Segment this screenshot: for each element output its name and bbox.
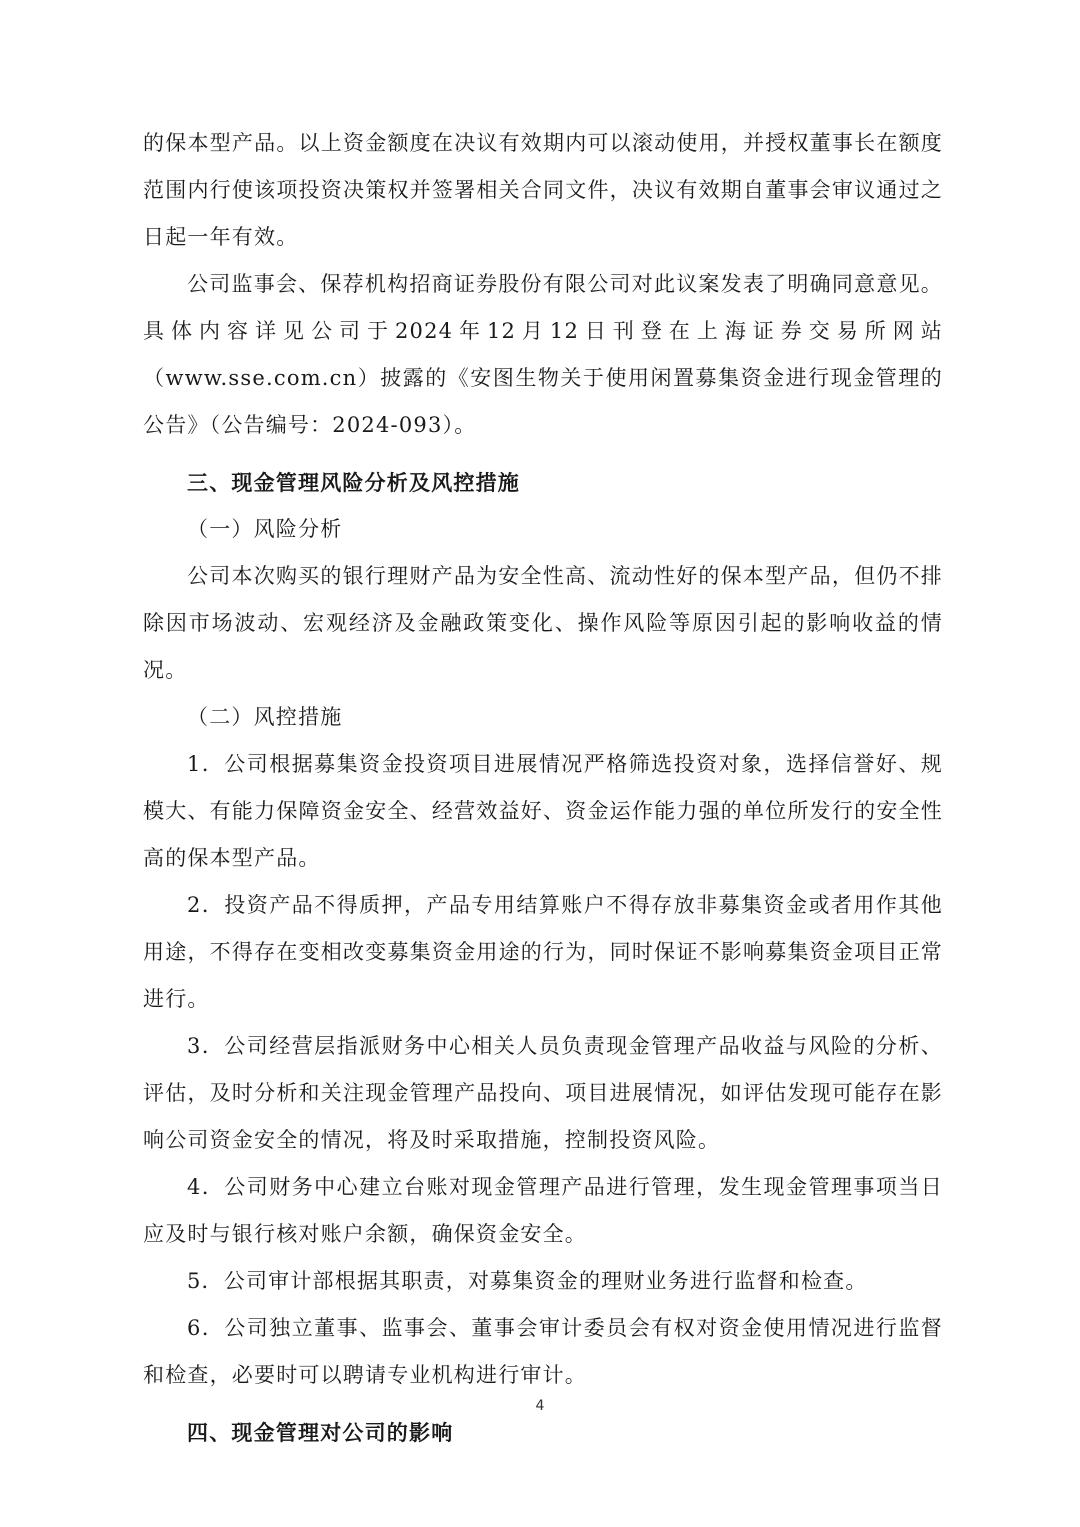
list-item-risk-control-3: 3．公司经营层指派财务中心相关人员负责现金管理产品收益与风险的分析、评估，及时分析和关注现金管理产品投向、项目进展情况，如评估发现可能存在影响公司资金安全的情况，将及时采取措施，控制投资风险。	[143, 1034, 943, 1152]
list-item-risk-control-1: 1．公司根据募集资金投资项目进展情况严格筛选投资对象，选择信誉好、规模大、有能力保障资金安全、经营效益好、资金运作能力强的单位所发行的安全性高的保本型产品。	[143, 752, 943, 870]
page-number: 4	[535, 1398, 545, 1414]
paragraph-continuation: 的保本型产品。以上资金额度在决议有效期内可以滚动使用，并授权董事长在额度范围内行使该项投资决策权并签署相关合同文件，决议有效期自董事会审议通过之日起一年有效。	[143, 131, 943, 249]
paragraph-supervisory-opinion: 公司监事会、保荐机构招商证券股份有限公司对此议案发表了明确同意意见。具体内容详见公司于2024年12月12日刊登在上海证券交易所网站（www.sse.com.cn）披露的《安图生物关于使用闲置募集资金进行现金管理的公告》（公告编号：2024-093）。	[143, 272, 943, 437]
list-item-risk-control-6: 6．公司独立董事、监事会、董事会审计委员会有权对资金使用情况进行监督和检查，必要时可以聘请专业机构进行审计。	[143, 1316, 943, 1387]
document-body	[143, 120, 943, 1456]
list-item-risk-control-2: 2．投资产品不得质押，产品专用结算账户不得存放非募集资金或者用作其他用途，不得存在变相改变募集资金用途的行为，同时保证不影响募集资金项目正常进行。	[143, 893, 943, 1011]
subsection-title-risk-analysis: （一）风险分析	[187, 517, 343, 541]
section-heading-risk-analysis: 三、现金管理风险分析及风控措施	[187, 470, 520, 495]
list-item-risk-control-4: 4．公司财务中心建立台账对现金管理产品进行管理，发生现金管理事项当日应及时与银行核对账户余额，确保资金安全。	[143, 1175, 943, 1246]
paragraph-risk-analysis: 公司本次购买的银行理财产品为安全性高、流动性好的保本型产品，但仍不排除因市场波动、宏观经济及金融政策变化、操作风险等原因引起的影响收益的情况。	[143, 564, 943, 682]
section-heading-impact: 四、现金管理对公司的影响	[187, 1420, 454, 1445]
subsection-title-risk-control: （二）风控措施	[187, 705, 343, 729]
list-item-risk-control-5: 5．公司审计部根据其职责，对募集资金的理财业务进行监督和检查。	[187, 1269, 868, 1293]
